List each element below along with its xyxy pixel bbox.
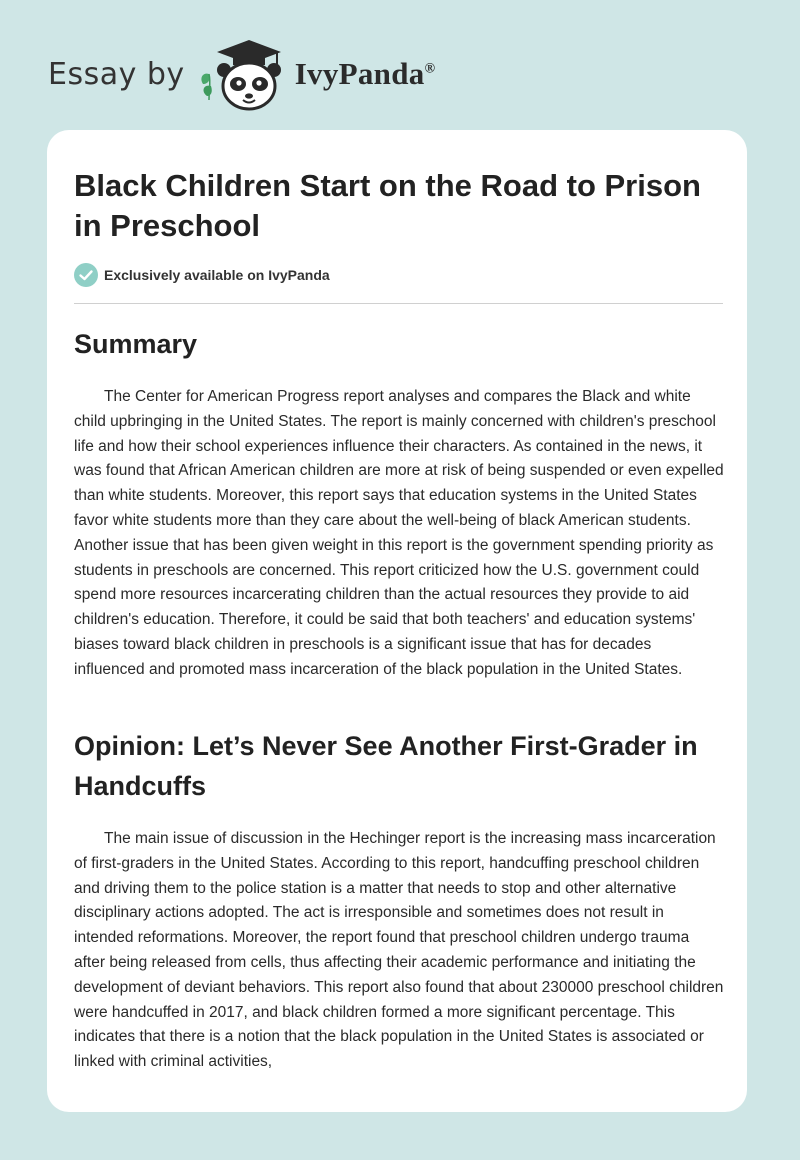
- brand-text: IvyPanda: [294, 56, 425, 91]
- check-circle-icon: [74, 263, 98, 287]
- section-heading-opinion: Opinion: Let’s Never See Another First-Grader in Handcuffs: [74, 731, 698, 801]
- ivypanda-logo-icon: [197, 34, 289, 114]
- exclusive-badge: [74, 263, 330, 287]
- essay-card: [47, 130, 747, 1112]
- registered-mark: ®: [424, 61, 436, 77]
- section-body-summary: The Center for American Progress report analyses and compares the Black and white child upbringing in the United States. The report is mainly concerned with children's preschool life and how their school experiences influence their characters. As contained in the news, it was found that African American children are more at risk of being suspended or even expelled than white students. Moreover, this report says that education systems in the United States favor white students more than they care about the well-being of black American students. Another issue that has been given weight in this report is the government spending priority as students in preschools are concerned. This report criticized how the U.S. government could spend more resources incarcerating children than the actual resources they provide to aid children's education. Therefore, it could be said that both teachers' and education systems' biases toward black children in preschools is a significant issue that has for decades influenced and promoted mass incarceration of the black population in the United States.: [74, 388, 724, 678]
- title-divider: [74, 303, 723, 304]
- essay-by-label: Essay by: [48, 56, 185, 92]
- section-body-opinion: The main issue of discussion in the Hechinger report is the increasing mass incarceration of first-graders in the United States. According to this report, handcuffing preschool children and driving them to the police station is a matter that needs to stop and other alternative disciplinary actions adopted. The act is irresponsible and sometimes does not result in intended reformations. Moreover, the report found that preschool children undergo trauma after being released from cells, thus affecting their academic performance and initiating the development of deviant behaviors. This report also found that about 230000 preschool children were handcuffed in 2017, and black children formed a more significant percentage. This indicates that there is a notion that the black population in the United States is associated or linked with criminal activities,: [74, 830, 724, 1071]
- section-heading-summary: Summary: [74, 329, 198, 359]
- exclusive-text: Exclusively available on IvyPanda: [104, 267, 330, 283]
- brand-name: [295, 56, 436, 92]
- essay-title: Black Children Start on the Road to Prison in Preschool: [74, 168, 701, 243]
- site-header: [48, 34, 435, 114]
